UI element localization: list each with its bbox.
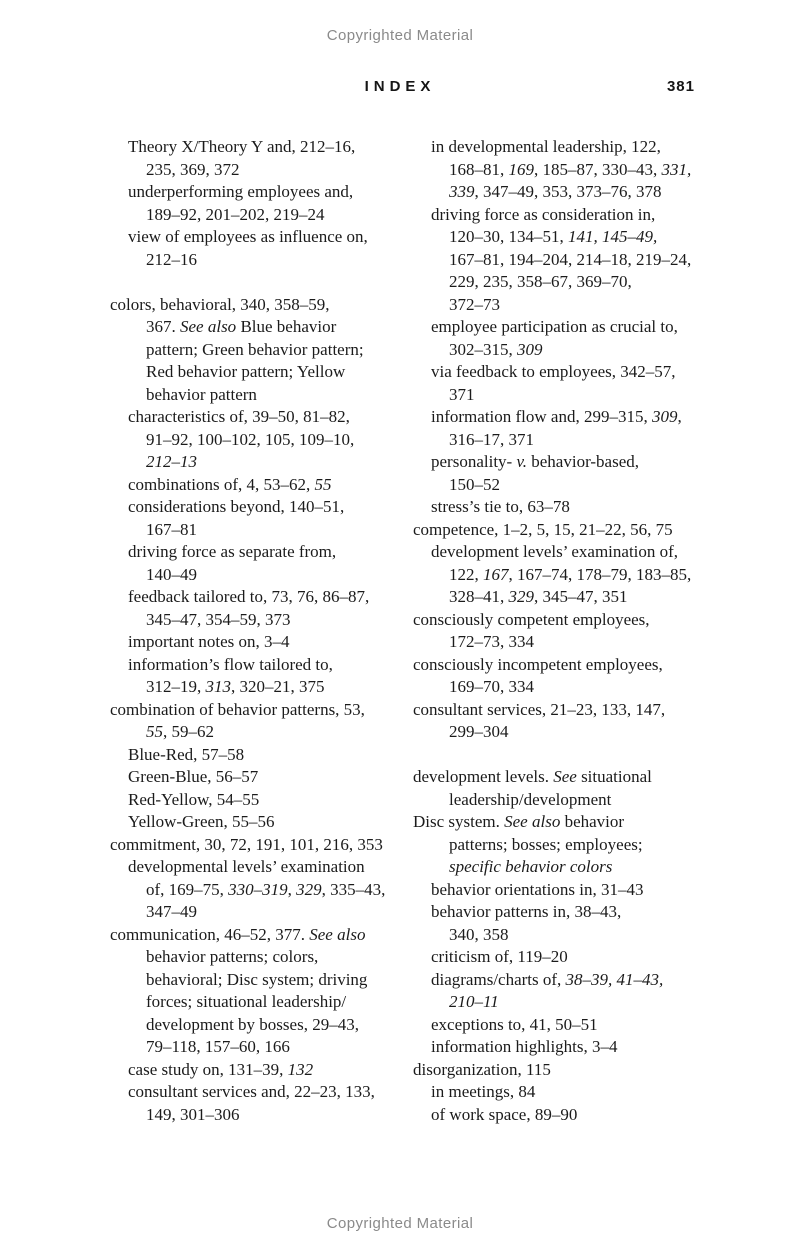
index-segment: employee participation as crucial to, — [431, 317, 678, 336]
index-line — [413, 609, 713, 632]
index-line — [110, 609, 410, 632]
index-segment: 79–118, 157–60, 166 — [146, 1037, 290, 1056]
index-segment: Red behavior pattern; Yellow — [146, 362, 346, 381]
index-segment: 367. — [146, 317, 180, 336]
index-segment: Red-Yellow, 54–55 — [128, 789, 260, 809]
index-line — [413, 991, 713, 1014]
index-segment: forces; situational leadership/ — [146, 992, 347, 1011]
index-line — [110, 564, 410, 587]
index-segment: behavioral; Disc system; driving — [146, 969, 368, 989]
index-line — [110, 271, 410, 294]
index-segment: driving force as separate from, — [128, 542, 337, 561]
index-line — [110, 204, 410, 227]
index-line — [413, 429, 713, 452]
index-segment: 172–73, 334 — [449, 632, 534, 651]
index-right-column — [413, 136, 713, 1126]
index-line — [110, 654, 410, 677]
index-segment: development levels. — [413, 767, 554, 786]
index-segment: combination of behavior patterns, 53, — [110, 699, 365, 719]
index-line — [413, 249, 713, 272]
index-segment: case study on, 131–39, — [128, 1059, 288, 1079]
index-segment: exceptions to, 41, 50–51 — [431, 1014, 598, 1034]
index-segment: , — [287, 879, 297, 899]
index-segment-italic: See — [553, 767, 577, 786]
index-line — [413, 946, 713, 969]
index-segment-italic: 141, 145–49, — [568, 227, 658, 246]
index-segment: 371 — [449, 384, 475, 404]
index-line — [110, 541, 410, 564]
index-segment: patterns; bosses; employees; — [449, 834, 643, 854]
index-segment-italic: 55 — [314, 474, 332, 494]
index-line — [413, 811, 713, 834]
index-segment: 168–81, — [449, 159, 509, 179]
index-line — [413, 1059, 713, 1082]
index-segment-italic: 329 — [296, 879, 322, 899]
index-segment: underperforming employees and, — [128, 182, 354, 201]
index-line — [110, 676, 410, 699]
index-segment-italic: See also — [309, 924, 366, 944]
index-segment: combinations of, 4, 53–62, — [128, 474, 315, 494]
index-segment: information flow and, 299–315, — [431, 407, 652, 426]
index-segment: Yellow-Green, 55–56 — [128, 812, 275, 831]
index-line — [413, 361, 713, 384]
index-line — [110, 1104, 410, 1127]
index-segment-italic: See also — [180, 317, 237, 336]
index-segment-italic: 313 — [205, 677, 231, 696]
index-segment-italic: 169 — [508, 159, 534, 179]
index-segment: Blue-Red, 57–58 — [128, 744, 245, 764]
index-line — [110, 856, 410, 879]
index-segment: , 335–43, — [321, 879, 386, 899]
index-segment: disorganization, 115 — [413, 1059, 551, 1079]
index-line — [110, 519, 410, 542]
index-line — [413, 699, 713, 722]
index-segment: consciously incompetent employees, — [413, 654, 663, 674]
index-segment: 312–19, — [146, 677, 206, 696]
index-line — [413, 766, 713, 789]
index-line — [413, 339, 713, 362]
index-line — [110, 721, 410, 744]
index-segment: information’s flow tailored to, — [128, 654, 333, 674]
index-line — [413, 879, 713, 902]
index-segment: 122, — [449, 564, 483, 584]
index-segment: 169–70, 334 — [449, 677, 534, 696]
index-line — [110, 249, 410, 272]
index-line — [110, 744, 410, 767]
index-line — [110, 294, 410, 317]
index-line — [110, 631, 410, 654]
index-line — [110, 316, 410, 339]
index-line — [110, 834, 410, 857]
index-segment: , 185–87, 330–43, — [534, 159, 662, 179]
index-line — [413, 676, 713, 699]
index-segment: of, 169–75, — [146, 879, 229, 899]
index-line — [413, 159, 713, 182]
index-segment-italic: 331, — [661, 159, 692, 179]
index-line — [413, 901, 713, 924]
index-segment: consciously competent employees, — [413, 609, 650, 629]
index-segment: diagrams/charts of, — [431, 969, 566, 989]
index-segment: development by bosses, 29–43, — [146, 1014, 359, 1034]
index-line — [413, 789, 713, 812]
index-segment: characteristics of, 39–50, 81–82, — [128, 407, 350, 426]
index-segment: 302–315, — [449, 339, 517, 359]
index-segment: , 59–62 — [163, 722, 214, 741]
index-line — [413, 721, 713, 744]
index-segment-italic: 55 — [146, 722, 163, 741]
index-segment: 345–47, 354–59, 373 — [146, 609, 291, 629]
index-segment: consultant services and, 22–23, 133, — [128, 1082, 375, 1101]
index-line — [110, 136, 410, 159]
index-segment: 347–49 — [146, 902, 197, 921]
index-line — [413, 294, 713, 317]
index-segment: leadership/development — [449, 789, 612, 809]
index-line — [413, 271, 713, 294]
index-line — [110, 384, 410, 407]
index-segment: of work space, 89–90 — [431, 1104, 578, 1124]
index-segment: 91–92, 100–102, 105, 109–10, — [146, 429, 355, 449]
index-segment: , 167–74, 178–79, 183–85, — [508, 564, 692, 584]
index-line — [413, 654, 713, 677]
index-segment-italic: 309 — [517, 339, 543, 359]
index-segment-italic: 212–13 — [146, 452, 197, 471]
index-line — [110, 496, 410, 519]
index-line — [413, 406, 713, 429]
index-segment: commitment, 30, 72, 191, 101, 216, 353 — [110, 834, 383, 854]
index-segment: view of employees as influence on, — [128, 227, 368, 246]
index-segment: 149, 301–306 — [146, 1104, 240, 1124]
index-line — [110, 406, 410, 429]
index-segment: via feedback to employees, 342–57, — [431, 362, 676, 381]
index-line — [110, 1059, 410, 1082]
copyright-notice-bottom: Copyrighted Material — [326, 1215, 474, 1232]
index-segment: 340, 358 — [449, 924, 509, 944]
index-line — [413, 631, 713, 654]
copyright-notice-top: Copyrighted Material — [326, 27, 474, 44]
index-segment-italic: specific behavior colors — [449, 857, 613, 876]
index-segment-italic: 329 — [508, 587, 534, 606]
index-line — [110, 924, 410, 947]
index-line — [413, 204, 713, 227]
index-line — [413, 541, 713, 564]
index-line — [110, 946, 410, 969]
index-line — [110, 429, 410, 452]
index-segment: behavior — [560, 812, 625, 831]
index-line — [413, 384, 713, 407]
index-line — [110, 451, 410, 474]
index-segment: behavior pattern — [146, 384, 257, 404]
index-segment: behavior-based, — [527, 452, 640, 471]
index-segment: 167–81 — [146, 519, 197, 539]
index-line — [413, 226, 713, 249]
index-line — [110, 586, 410, 609]
index-segment: , 345–47, 351 — [534, 587, 628, 606]
page-title: INDEX — [364, 78, 436, 95]
index-line — [413, 1104, 713, 1127]
index-line — [110, 1014, 410, 1037]
index-segment: in meetings, 84 — [431, 1082, 536, 1101]
index-segment: 229, 235, 358–67, 369–70, — [449, 272, 632, 291]
index-line — [110, 159, 410, 182]
index-segment: Theory X/Theory Y and, 212–16, — [128, 137, 356, 156]
index-line — [413, 316, 713, 339]
index-segment: , — [677, 407, 682, 426]
index-segment: 299–304 — [449, 722, 509, 741]
index-line — [413, 1014, 713, 1037]
index-line — [413, 834, 713, 857]
index-segment: considerations beyond, 140–51, — [128, 497, 345, 516]
index-segment-italic: 309 — [651, 407, 678, 426]
index-segment: driving force as consideration in, — [431, 204, 656, 224]
index-segment-italic: 132 — [287, 1059, 314, 1079]
index-segment: stress’s tie to, 63–78 — [431, 497, 570, 516]
index-left-column — [110, 136, 410, 1126]
index-segment: behavior patterns; colors, — [146, 947, 319, 966]
index-line — [110, 879, 410, 902]
index-segment: information highlights, 3–4 — [431, 1037, 618, 1056]
index-segment: Disc system. — [413, 812, 505, 831]
index-segment: colors, behavioral, 340, 358–59, — [110, 294, 330, 314]
index-segment: situational — [576, 767, 652, 786]
index-segment: criticism of, 119–20 — [431, 947, 568, 966]
index-line — [413, 136, 713, 159]
index-segment: feedback tailored to, 73, 76, 86–87, — [128, 587, 370, 606]
index-line — [413, 744, 713, 767]
index-line — [413, 1081, 713, 1104]
index-line — [110, 789, 410, 812]
index-segment: 316–17, 371 — [449, 429, 534, 449]
index-line — [110, 339, 410, 362]
index-segment-italic: 339 — [449, 182, 475, 201]
index-line — [413, 519, 713, 542]
index-segment: 120–30, 134–51, — [449, 227, 568, 246]
index-line — [413, 1036, 713, 1059]
index-segment-italic: v. — [516, 452, 527, 471]
index-segment: 189–92, 201–202, 219–24 — [146, 204, 325, 224]
index-line — [413, 496, 713, 519]
index-segment: Blue behavior — [236, 317, 337, 336]
index-line — [110, 811, 410, 834]
index-line — [110, 1036, 410, 1059]
index-line — [413, 586, 713, 609]
index-segment: consultant services, 21–23, 133, 147, — [413, 699, 666, 719]
index-segment: in developmental leadership, 122, — [431, 137, 661, 156]
index-segment: , 320–21, 375 — [231, 677, 325, 696]
index-segment: developmental levels’ examination — [128, 857, 365, 876]
index-line — [413, 924, 713, 947]
index-segment: 212–16 — [146, 249, 197, 269]
index-line — [110, 1081, 410, 1104]
index-segment: personality- — [431, 452, 517, 471]
index-segment: 235, 369, 372 — [146, 159, 240, 179]
index-segment: 140–49 — [146, 564, 197, 584]
index-segment: 372–73 — [449, 294, 500, 314]
index-line — [413, 564, 713, 587]
index-line — [110, 361, 410, 384]
index-segment: 150–52 — [449, 474, 500, 494]
index-line — [413, 451, 713, 474]
index-segment: communication, 46–52, 377. — [110, 924, 310, 944]
index-segment: 328–41, — [449, 587, 509, 606]
index-line — [413, 969, 713, 992]
index-line — [110, 226, 410, 249]
index-segment: behavior orientations in, 31–43 — [431, 879, 644, 899]
index-segment-italic: See also — [504, 812, 561, 831]
index-segment: development levels’ examination of, — [431, 542, 679, 561]
index-segment: , 347–49, 353, 373–76, 378 — [474, 182, 662, 201]
index-line — [110, 474, 410, 497]
index-line — [413, 856, 713, 879]
index-line — [413, 474, 713, 497]
index-line — [110, 901, 410, 924]
index-segment: Green-Blue, 56–57 — [128, 767, 259, 786]
index-segment: 167–81, 194–204, 214–18, 219–24, — [449, 249, 692, 269]
index-line — [110, 991, 410, 1014]
index-segment: pattern; Green behavior pattern; — [146, 339, 364, 359]
page-number: 381 — [666, 78, 695, 95]
index-line — [110, 699, 410, 722]
index-line — [110, 181, 410, 204]
index-segment-italic: 210–11 — [449, 992, 499, 1011]
index-line — [413, 181, 713, 204]
index-line — [110, 969, 410, 992]
index-segment-italic: 38–39, 41–43, — [565, 969, 664, 989]
index-segment: behavior patterns in, 38–43, — [431, 902, 622, 921]
index-segment-italic: 167 — [483, 564, 509, 584]
index-segment-italic: 330–319 — [228, 879, 288, 899]
index-line — [110, 766, 410, 789]
index-segment: competence, 1–2, 5, 15, 21–22, 56, 75 — [413, 519, 673, 539]
index-segment: important notes on, 3–4 — [128, 632, 290, 651]
